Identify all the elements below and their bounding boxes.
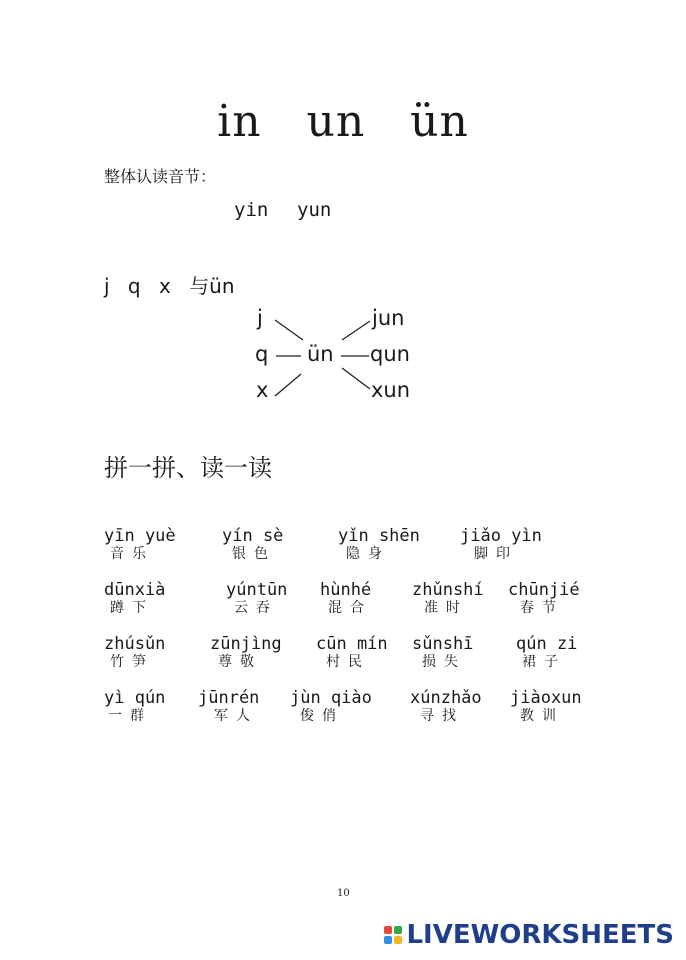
hanzi-r2c5: 春节 [520, 600, 564, 616]
hanzi-r1c1: 音乐 [110, 546, 154, 562]
syllable-yun: yun [297, 199, 332, 221]
pinyin-r3c3: cūn mín [316, 634, 388, 654]
pinyin-r4c1: yì qún [104, 688, 166, 708]
pinyin-r3c1: zhúsǔn [104, 634, 166, 654]
pinyin-r1c2: yín sè [222, 526, 284, 546]
pinyin-r2c3: hùnhé [320, 580, 372, 600]
pinyin-r2c1: dūnxià [104, 580, 166, 600]
hanzi-r4c5: 教训 [520, 708, 564, 724]
connector-x [275, 374, 301, 396]
pinyin-r4c4: xúnzhǎo [410, 688, 482, 708]
map-left-j: j [257, 306, 263, 330]
hanzi-r3c2: 尊敬 [218, 654, 262, 670]
hanzi-r3c5: 裙子 [522, 654, 566, 670]
liveworksheets-text: LIVEWORKSHEETS [406, 920, 674, 950]
map-left-q: q [255, 342, 269, 366]
map-left-x: x [256, 378, 269, 402]
hanzi-r4c2: 军人 [214, 708, 258, 724]
page-title: in un ün [217, 96, 469, 147]
hanzi-r2c1: 蹲下 [110, 600, 154, 616]
syllable-yin: yin [234, 199, 269, 221]
whole-syllables-label: 整体认读音节： [104, 167, 217, 186]
pinyin-r3c5: qún zi [516, 634, 578, 654]
pinyin-r2c5: chūnjié [508, 580, 580, 600]
pinyin-r1c1: yīn yuè [104, 526, 176, 546]
hanzi-r3c3: 村民 [326, 654, 370, 670]
map-right-xun: xun [371, 378, 411, 402]
page-number: 10 [337, 888, 350, 899]
hanzi-r2c4: 准时 [424, 600, 468, 616]
pinyin-r3c2: zūnjìng [210, 634, 282, 654]
hanzi-r2c3: 混合 [328, 600, 372, 616]
pinyin-r3c4: sǔnshī [412, 634, 474, 654]
pinyin-r4c5: jiàoxun [510, 688, 582, 708]
hanzi-r1c2: 银色 [232, 546, 276, 562]
liveworksheets-logo[interactable] [384, 920, 674, 950]
pinyin-r1c3: yǐn shēn [338, 526, 420, 546]
hanzi-r1c3: 隐身 [346, 546, 390, 562]
pinyin-r4c3: jùn qiào [290, 688, 372, 708]
map-right-jun: jun [372, 306, 405, 330]
hanzi-r2c2: 云吞 [234, 600, 278, 616]
pinyin-r1c4: jiǎo yìn [460, 526, 542, 546]
hanzi-r3c1: 竹笋 [110, 654, 154, 670]
connector-xun [342, 368, 370, 389]
pinyin-r2c4: zhǔnshí [412, 580, 484, 600]
connector-j [275, 320, 303, 340]
jqx-section-label: j q x 与ün [104, 274, 235, 298]
hanzi-r1c4: 脚印 [474, 546, 518, 562]
hanzi-r4c1: 一群 [108, 708, 152, 724]
pinyin-r2c2: yúntūn [226, 580, 288, 600]
map-center-un: ün [307, 342, 334, 366]
hanzi-r3c4: 损失 [422, 654, 466, 670]
connector-jun [342, 321, 370, 340]
hanzi-r4c3: 俊俏 [300, 708, 344, 724]
map-right-qun: qun [370, 342, 410, 366]
practice-heading: 拼一拼、读一读 [104, 454, 272, 482]
hanzi-r4c4: 寻找 [420, 708, 464, 724]
liveworksheets-mark-icon [384, 926, 402, 944]
pinyin-r4c2: jūnrén [198, 688, 260, 708]
